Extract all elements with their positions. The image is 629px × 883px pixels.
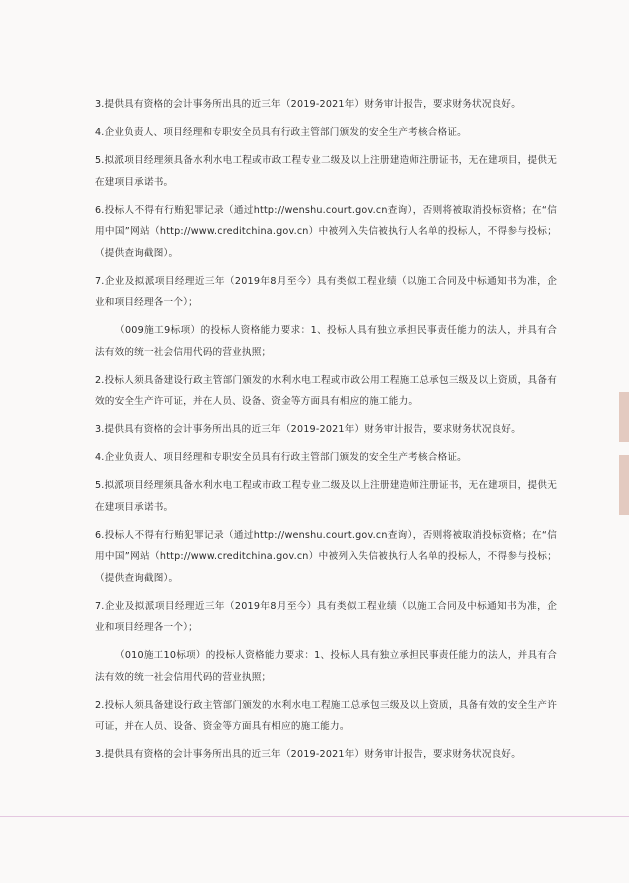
paragraph: 2.投标人须具备建设行政主管部门颁发的水利水电工程施工总承包三级及以上资质，具备有效的安全生产许可证，并在人员、设备、资金等方面具有相应的施工能力。 <box>95 699 557 732</box>
paragraph: 4.企业负责人、项目经理和专职安全员具有行政主管部门颁发的安全生产考核合格证。 <box>95 452 467 463</box>
paragraph: 3.提供具有资格的会计事务所出具的近三年（2019-2021年）财务审计报告，要求财务状况良好。 <box>95 424 522 435</box>
paragraph: 5.拟派项目经理须具备水利水电工程或市政工程专业二级及以上注册建造师注册证书，无在建项目，提供无在建项目承诺书。 <box>95 155 557 188</box>
paragraph: 6.投标人不得有行贿犯罪记录（通过http://wenshu.court.gov.cn查询），否则将被取消投标资格；在“信用中国”网站（http://www.creditchina.gov.cn）中被列入失信被执行人名单的投标人，不得参与投标；（提供查询截图）。 <box>95 529 557 584</box>
document-body <box>95 94 557 772</box>
paragraph: 7.企业及拟派项目经理近三年（2019年8月至今）具有类似工程业绩（以施工合同及中标通知书为准，企业和项目经理各一个）； <box>95 600 557 633</box>
paragraph: （009施工9标项）的投标人资格能力要求：1、投标人具有独立承担民事责任能力的法人，并具有合法有效的统一社会信用代码的营业执照； <box>95 325 557 358</box>
page-fold-line <box>0 816 629 817</box>
paragraph: 2.投标人须具备建设行政主管部门颁发的水利水电工程或市政公用工程施工总承包三级及以上资质，具备有效的安全生产许可证，并在人员、设备、资金等方面具有相应的施工能力。 <box>95 374 557 407</box>
paragraph: 3.提供具有资格的会计事务所出具的近三年（2019-2021年）财务审计报告，要求财务状况良好。 <box>95 99 522 110</box>
paragraph: 3.提供具有资格的会计事务所出具的近三年（2019-2021年）财务审计报告，要求财务状况良好。 <box>95 749 522 760</box>
paragraph: 5.拟派项目经理须具备水利水电工程或市政工程专业二级及以上注册建造师注册证书，无在建项目，提供无在建项目承诺书。 <box>95 480 557 513</box>
paragraph: 7.企业及拟派项目经理近三年（2019年8月至今）具有类似工程业绩（以施工合同及中标通知书为准，企业和项目经理各一个）； <box>95 275 557 308</box>
paragraph: （010施工10标项）的投标人资格能力要求：1、投标人具有独立承担民事责任能力的法人，并具有合法有效的统一社会信用代码的营业执照； <box>95 650 557 683</box>
seal-edge-mark <box>619 392 629 442</box>
paragraph: 4.企业负责人、项目经理和专职安全员具有行政主管部门颁发的安全生产考核合格证。 <box>95 127 467 138</box>
seal-edge-mark <box>619 455 629 515</box>
paragraph: 6.投标人不得有行贿犯罪记录（通过http://wenshu.court.gov.cn查询），否则将被取消投标资格；在“信用中国”网站（http://www.creditchina.gov.cn）中被列入失信被执行人名单的投标人，不得参与投标；（提供查询截图）。 <box>95 204 557 259</box>
